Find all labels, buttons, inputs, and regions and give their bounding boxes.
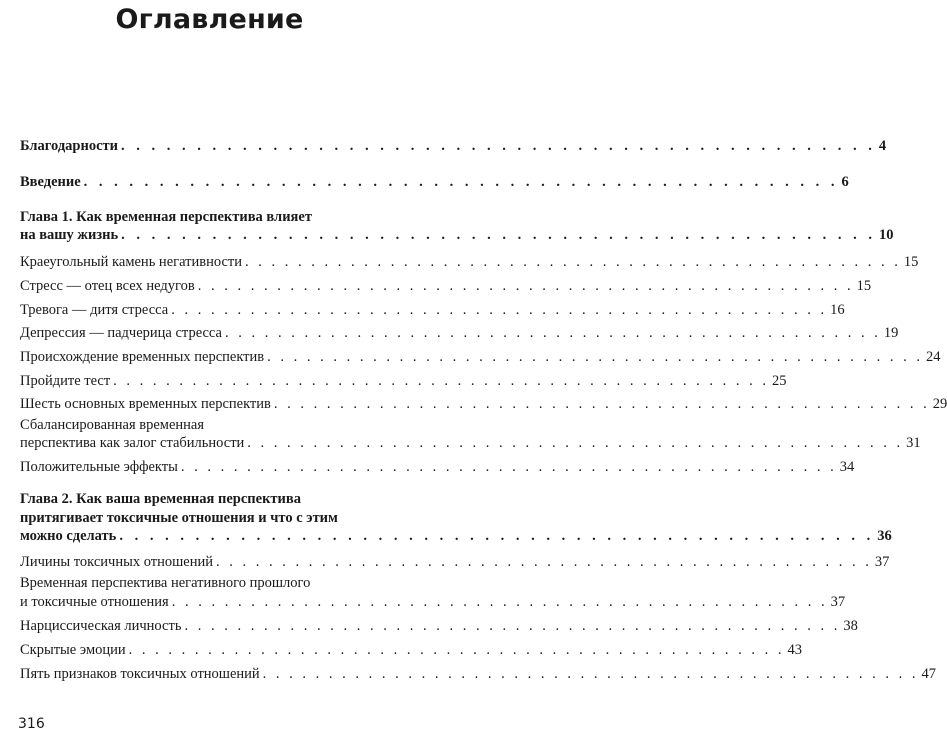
toc-entry-title: Благодарности <box>20 138 119 154</box>
toc-entry[interactable] <box>20 372 787 390</box>
dot-leader: . . . . . . . . . . . . . . . . . . . . . . . . . . . . . . . . . . . . . . . . . . . . . . . . . . <box>267 349 924 365</box>
dot-leader: . . . . . . . . . . . . . . . . . . . . . . . . . . . . . . . . . . . . . . . . . . . . . . . . . . <box>119 528 875 544</box>
dot-leader: . . . . . . . . . . . . . . . . . . . . . . . . . . . . . . . . . . . . . . . . . . . . . . . . . . <box>83 174 839 190</box>
dot-leader: . . . . . . . . . . . . . . . . . . . . . . . . . . . . . . . . . . . . . . . . . . . . . . . . . . <box>244 254 901 270</box>
toc-entry-title: Тревога — дитя стресса <box>20 302 169 318</box>
toc-entry-title-line: Глава 2. Как ваша временная перспектива <box>20 491 301 507</box>
dot-leader: . . . . . . . . . . . . . . . . . . . . . . . . . . . . . . . . . . . . . . . . . . . . . . . . . . <box>224 325 881 341</box>
dot-leader: . . . . . . . . . . . . . . . . . . . . . . . . . . . . . . . . . . . . . . . . . . . . . . . . . . <box>216 554 872 570</box>
toc-entry-title: можно сделать <box>20 528 117 544</box>
toc-page-number: 10 <box>879 227 894 243</box>
toc-entry-title: Личины токсичных отношений <box>20 554 214 570</box>
toc-entry[interactable] <box>20 527 892 545</box>
toc-entry-title: Краеугольный камень негативности <box>20 254 242 270</box>
dot-leader: . . . . . . . . . . . . . . . . . . . . . . . . . . . . . . . . . . . . . . . . . . . . . . . . . . <box>121 227 877 243</box>
toc-page-number: 38 <box>843 618 858 634</box>
toc-page-number: 24 <box>926 349 941 365</box>
toc-page-number: 37 <box>830 594 846 610</box>
toc-entry[interactable] <box>20 173 849 191</box>
toc-entry[interactable] <box>20 641 803 659</box>
toc-entry-title: перспектива как залог стабильности <box>20 435 245 451</box>
toc-entry-title: Скрытые эмоции <box>20 642 126 658</box>
toc-entry-title-line: Глава 1. Как временная перспектива влияет <box>20 209 312 225</box>
toc-entry-title: Введение <box>20 174 81 190</box>
toc-entry-title: Положительные эффекты <box>20 459 178 475</box>
toc-page-number: 29 <box>932 396 947 412</box>
toc-page-number: 16 <box>830 302 845 318</box>
dot-leader: . . . . . . . . . . . . . . . . . . . . . . . . . . . . . . . . . . . . . . . . . . . . . . . . . . <box>184 618 841 634</box>
toc-entry-title: Пройдите тест <box>20 373 111 389</box>
toc-entry[interactable] <box>20 137 887 155</box>
dot-leader: . . . . . . . . . . . . . . . . . . . . . . . . . . . . . . . . . . . . . . . . . . . . . . . . . . <box>171 594 828 610</box>
toc-page-number: 15 <box>856 278 872 294</box>
toc-entry[interactable] <box>20 617 858 635</box>
toc-entry-title: Депрессия — падчерица стресса <box>20 325 222 341</box>
toc-page-number: 47 <box>921 666 937 682</box>
toc-entry[interactable] <box>20 277 872 295</box>
toc-entry[interactable] <box>20 434 921 452</box>
dot-leader: . . . . . . . . . . . . . . . . . . . . . . . . . . . . . . . . . . . . . . . . . . . . . . . . . . <box>121 138 876 154</box>
toc-entry-title: Шесть основных временных перспектив <box>20 396 271 412</box>
toc-page-number: 25 <box>772 373 787 389</box>
dot-leader: . . . . . . . . . . . . . . . . . . . . . . . . . . . . . . . . . . . . . . . . . . . . . . . . . . <box>247 435 904 451</box>
toc-entry[interactable] <box>20 301 845 319</box>
toc-entry-title-line: Сбалансированная временная <box>20 417 205 433</box>
toc-entry-title: Пять признаков токсичных отношений <box>20 666 260 682</box>
toc-entry[interactable] <box>20 665 937 683</box>
toc-page-number: 43 <box>787 642 803 658</box>
toc-page-number: 31 <box>906 435 921 451</box>
toc-entry[interactable] <box>20 458 855 476</box>
toc-entry[interactable] <box>20 324 899 342</box>
page-title: Оглавление <box>115 4 304 35</box>
toc-entry-title: Происхождение временных перспектив <box>20 349 265 365</box>
toc-entry-title: Стресс — отец всех недугов <box>20 278 195 294</box>
dot-leader: . . . . . . . . . . . . . . . . . . . . . . . . . . . . . . . . . . . . . . . . . . . . . . . . . . <box>180 459 837 475</box>
toc-entry[interactable] <box>20 348 941 366</box>
toc-entry[interactable] <box>20 395 947 413</box>
dot-leader: . . . . . . . . . . . . . . . . . . . . . . . . . . . . . . . . . . . . . . . . . . . . . . . . . . <box>273 396 930 412</box>
toc-page-number: 36 <box>877 528 892 544</box>
toc-page-number: 37 <box>874 554 890 570</box>
toc-page-number: 6 <box>841 174 849 190</box>
page-number: 316 <box>18 716 45 732</box>
toc-page-number: 34 <box>839 459 855 475</box>
dot-leader: . . . . . . . . . . . . . . . . . . . . . . . . . . . . . . . . . . . . . . . . . . . . . . . . . . <box>262 666 919 682</box>
toc-entry-title-line: притягивает токсичные отношения и что с этим <box>20 510 338 526</box>
dot-leader: . . . . . . . . . . . . . . . . . . . . . . . . . . . . . . . . . . . . . . . . . . . . . . . . . . <box>197 278 854 294</box>
toc-page-number: 4 <box>878 138 887 154</box>
toc-entry[interactable] <box>20 226 894 244</box>
dot-leader: . . . . . . . . . . . . . . . . . . . . . . . . . . . . . . . . . . . . . . . . . . . . . . . . . . <box>171 302 828 318</box>
toc-entry-title-line: Временная перспектива негативного прошлого <box>20 575 311 591</box>
toc-page-number: 15 <box>903 254 919 270</box>
toc-page-number: 19 <box>883 325 899 341</box>
toc-entry[interactable] <box>20 553 890 571</box>
toc-entry[interactable] <box>20 593 846 611</box>
dot-leader: . . . . . . . . . . . . . . . . . . . . . . . . . . . . . . . . . . . . . . . . . . . . . . . . . . <box>113 373 770 389</box>
toc-entry-title: Нарциссическая личность <box>20 618 182 634</box>
toc-entry-title: и токсичные отношения <box>20 594 169 610</box>
toc-entry-title: на вашу жизнь <box>20 227 119 243</box>
toc-entry[interactable] <box>20 253 919 271</box>
dot-leader: . . . . . . . . . . . . . . . . . . . . . . . . . . . . . . . . . . . . . . . . . . . . . . . . . . <box>128 642 785 658</box>
